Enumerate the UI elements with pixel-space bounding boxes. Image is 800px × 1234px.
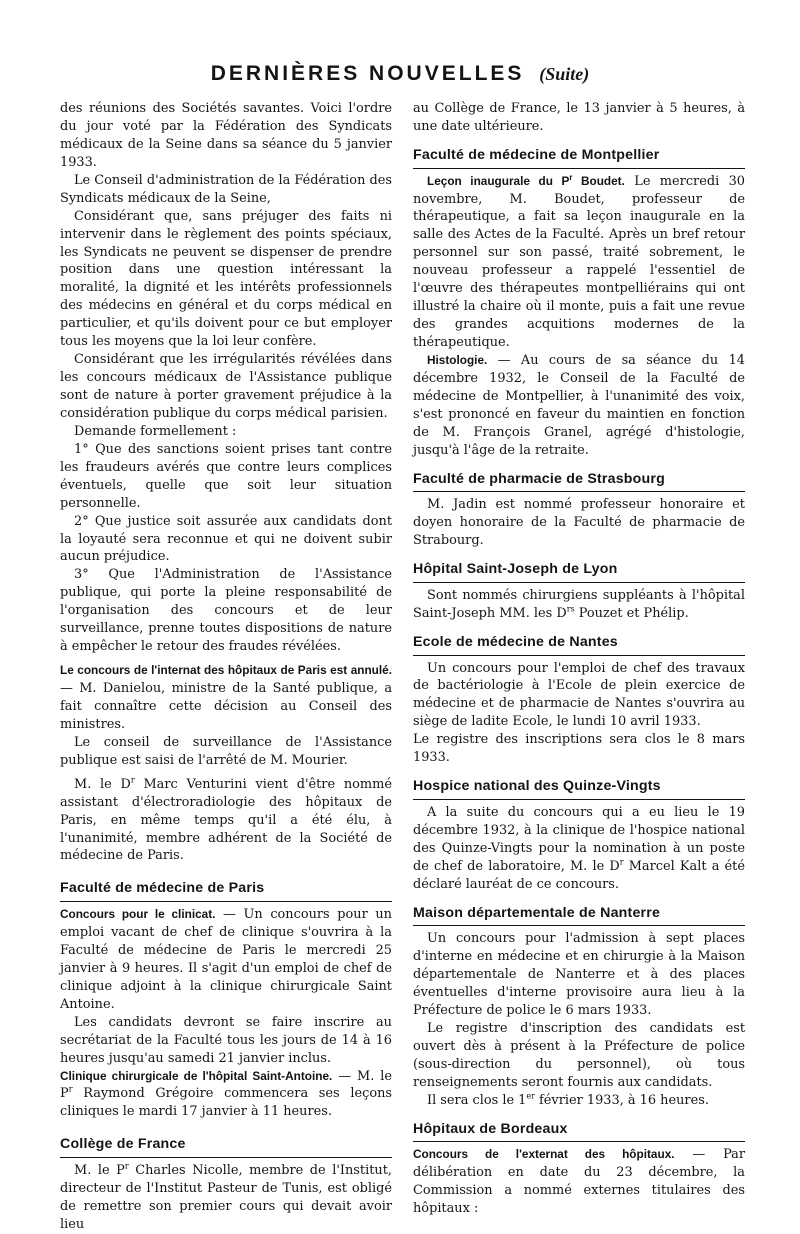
text-run: M. le P [74,1163,125,1179]
text-run: Leçon inaugurale du P [427,173,570,188]
paragraph: Le registre d'inscription des candidats est ouvert dès à présent à la Préfecture de police (sous-direction du personnel), où tous renseignements seront fournis aux candidats. [413,1020,745,1090]
page-title-text: DERNIÈRES NOUVELLES [210,62,525,85]
superscript: r [124,1161,129,1171]
clinicat-text: — Un concours pour un emploi vacant de chef de clinique s'ouvrira à la Faculté de médecine de Paris le mercredi 25 janvier à 9 heures. Il s'agit d'un emploi de chef de clinique adjoint à la clinique chirurgicale Saint Antoine. [60,907,392,1012]
externat-lead: Concours de l'externat des hôpitaux. [413,1147,675,1162]
text-run: — M. le P [60,1068,393,1102]
text-run: A la suite du concours qui a eu lieu le 19 décembre 1932, à la clinique de l'hospice national des Quinze-Vingts pour la nomination à un poste de chef de laboratoire, M. le D [413,804,745,874]
section-heading-quinze-vingts: Hospice national des Quinze-Vingts [413,777,745,800]
text-run: Il sera clos le 1 [427,1092,527,1108]
section-heading-strasbourg: Faculté de pharmacie de Strasbourg [413,470,745,493]
paragraph: des réunions des Sociétés savantes. Voici l'ordre du jour voté par la Fédération des Syndicats médicaux de la Seine dans sa séance du 5 janvier 1933. [60,101,392,170]
text-run: — Au cours de sa séance du 14 décembre 1932, le Conseil de la Faculté de médecine de Montpellier, à l'unanimité des voix, s'est prononcé en faveur du maintien en fonction de M. François Granel, agrégé d'histologie, jusqu'à l'âge de la retraite. [413,352,745,458]
text-run: Charles Nicolle, membre de l'Institut, directeur de l'Institut Pasteur de Tunis, est obligé de remettre son premier cours qui devait avoir lieu [60,1163,392,1232]
superscript: r [569,172,573,182]
st-antoine-paragraph [60,1068,392,1122]
text-run: Pouzet et Phélip. [574,605,689,621]
text-run: Sont nommés chirurgiens suppléants à l'hôpital Saint-Joseph MM. les D [413,587,745,621]
text-run: Boudet. [572,173,625,188]
concours-annule-text: — M. Danielou, ministre de la Santé publique, a fait connaître cette décision au Conseil des ministres. [60,681,392,732]
boudet-lead [427,174,625,188]
paragraph: M. Jadin est nommé professeur honoraire et doyen honoraire de la Faculté de pharmacie de Strabourg. [413,497,745,549]
paragraph: Un concours pour l'admission à sept places d'interne en médecine et en chirurgie à la Maison départementale de Nanterre et à des places éventuelles d'interne provisoire aura lieu à la Préfecture de police le 6 mars 1933. [413,931,745,1019]
paragraph: Le registre des inscriptions sera clos le 8 mars 1933. [413,732,745,766]
st-antoine-lead: Clinique chirurgicale de l'hôpital Saint-Antoine. [60,1068,333,1083]
paragraph: Demande formellement : [74,423,237,439]
paragraph: Un concours pour l'emploi de chef des travaux de bactériologie à l'Ecole de plein exercice de médecine et de pharmacie de Nantes s'ouvrira au siège de ladite Ecole, le lundi 10 avril 1933. [413,660,745,730]
text-run: Marc Venturini vient d'être nommé assistant d'électroradiologie des hôpitaux de Paris, en même temps qu'il a été élu, à l'unanimité, membre adhérent de la Société de médecine de Paris. [60,776,392,864]
paragraph: 3° Que l'Administration de l'Assistance publique, qui porte la pleine responsabilité de l'organisation des concours et de leur surveillance, prenne toutes dispositions de nature à empêcher le retour des fraudes révélées. [60,567,392,655]
quinze-paragraph [413,804,745,894]
page-title [0,62,800,86]
superscript: rs [566,604,575,614]
paragraph: au Collège de France, le 13 janvier à 5 heures, à une date ultérieure. [413,101,745,134]
boudet-paragraph [413,173,745,352]
paragraph: 2° Que justice soit assurée aux candidats dont la loyauté sera reconnue et qui ne doivent subir aucun préjudice. [60,513,392,565]
paragraph: Considérant que, sans préjuger des faits ni intervenir dans le règlement des points spéciaux, les Syndicats ne peuvent se dispenser de prendre position dans une question intéressant la moralité, la dignité et les intérêts professionnels des médecins en général et du corps médical en particulier, et qu'ils doivent pour ce but employer tous les moyens que la loi leur confère. [60,208,392,350]
section-heading-montpellier: Faculté de médecine de Montpellier [413,146,745,169]
text-run: Le mercredi 30 novembre, M. Boudet, professeur de thérapeutique, a fait sa leçon inaugurale en la salle des Actes de la Faculté. Après un bref retour personnel sur son passé, traité sobrement, le nouveau professeur a rappelé l'essentiel de l'œuvre des thérapeutes montpelliérains qui ont illustré la chaire où il monte, puis a fait une revue des grandes acquitions modernes de la thérapeutique. [413,173,745,351]
concours-annule-paragraph [60,662,392,734]
section-heading-bordeaux: Hôpitaux de Bordeaux [413,1120,745,1143]
paragraph: Considérant que les irrégularités révélées dans les concours médicaux de l'Assistance publique sont de nature à porter gravement préjudice à la considération publique du corps médical parisien. [60,352,392,421]
nanterre-clos-paragraph [413,1092,745,1110]
text-run: février 1933, à 16 heures. [534,1092,709,1108]
section-heading-nantes: Ecole de médecine de Nantes [413,633,745,656]
paragraph: Les candidats devront se faire inscrire au secrétariat de la Faculté tous les jours de 14 à 16 heures jusqu'au samedi 21 janvier inclus. [60,1014,392,1066]
section-heading-lyon: Hôpital Saint-Joseph de Lyon [413,560,745,583]
superscript: r [130,775,135,785]
left-column [60,100,393,1232]
section-heading-paris: Faculté de médecine de Paris [60,879,392,902]
clinicat-paragraph [60,906,392,1014]
clinicat-lead: Concours pour le clinicat. [60,907,216,922]
text-run: Raymond Grégoire commencera ses leçons cliniques le mardi 17 janvier à 11 heures. [60,1086,392,1120]
page-title-suite: (Suite) [539,64,590,84]
lyon-paragraph [413,587,745,623]
venturini-paragraph [60,776,392,866]
text-run: M. le D [74,776,131,792]
section-heading-nanterre: Maison départementale de Nanterre [413,904,745,927]
paragraph: 1° Que des sanctions soient prises tant contre les fraudeurs avérés que contre leurs complices éventuels, quelle que soit leur situation personnelle. [60,441,392,511]
text-run: Marcel Kalt a été déclaré lauréat de ce concours. [413,858,745,892]
histologie-paragraph [413,352,745,460]
nicolle-paragraph [60,1162,392,1234]
superscript: er [526,1091,535,1101]
superscript: r [68,1085,73,1095]
histologie-lead: Histologie. [427,352,488,367]
section-heading-college: Collège de France [60,1135,392,1158]
superscript: r [619,857,624,867]
paragraph: Le Conseil d'administration de la Fédération des Syndicats médicaux de la Seine, [60,172,392,206]
right-column [413,100,746,1217]
text-run: — Par délibération en date du 23 décembre, la Commission a nommé externes titulaires des hôpitaux : [413,1147,746,1217]
paragraph: Le conseil de surveillance de l'Assistance publique est saisi de l'arrêté de M. Mourier. [60,734,392,768]
concours-annule-lead: Le concours de l'internat des hôpitaux de Paris est annulé. [60,663,392,678]
externat-paragraph [413,1146,745,1218]
